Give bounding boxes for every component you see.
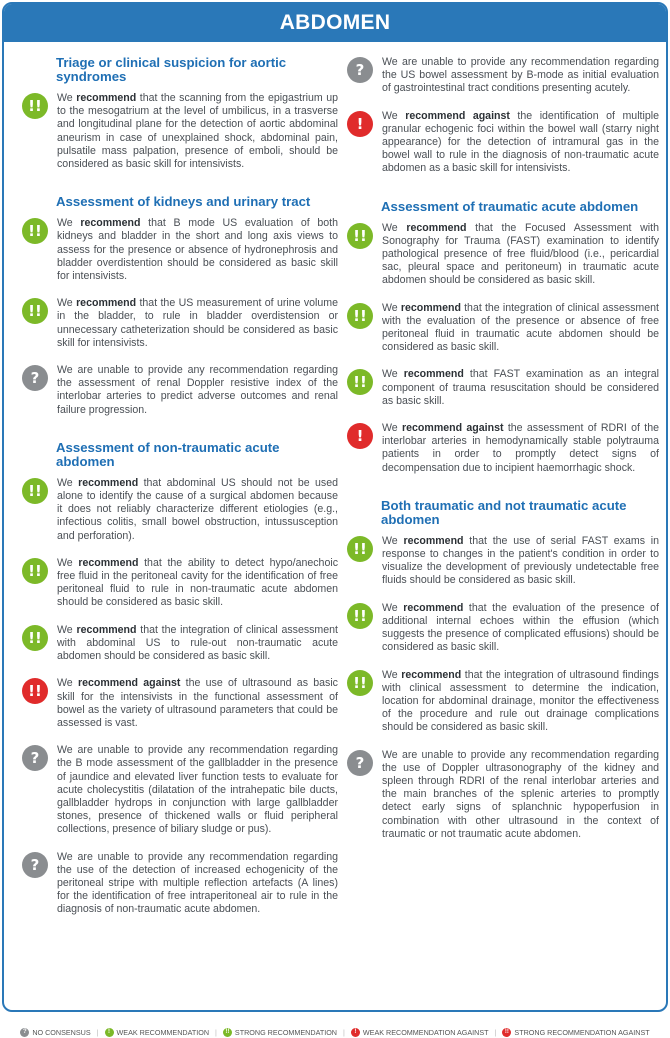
recommendation-item: !! We recommend that the Focused Assessment with Sonography for Trauma (FAST) examination to identify pathological presence of free fluid/blood (i.e., pericardial sac, pleural space and peritoneum) in traumatic acute abdomen should be considered as basic skill. — [347, 222, 659, 288]
strong-recommendation-icon: !! — [22, 558, 48, 584]
legend-item-weak-against: ! WEAK RECOMMENDATION AGAINST — [351, 1028, 489, 1037]
strong-recommendation-against-icon: !! — [502, 1028, 511, 1037]
strong-recommendation-icon: !! — [22, 218, 48, 244]
no-consensus-icon: ? — [347, 750, 373, 776]
recommendation-item: !! We recommend that the integration of ultrasound findings with clinical assessment to determine the indication, location for abdominal drainage, monitor the effectiveness of the procedure and rule out drainage complications should be considered as basic skill. — [347, 669, 659, 735]
recommendation-item: !! We recommend that the scanning from the epigastrium up to the mesogatrium at the level of umbilicus, in a trasverse and longitudinal plane for the detection of aortic abdominal aneurism in case of unexplained shock, abdominal pain, pulsatile mass palpation, presence of emboli, should be considered as basic skill for intensivists. — [22, 92, 338, 171]
strong-recommendation-icon: !! — [22, 93, 48, 119]
no-consensus-icon: ? — [22, 852, 48, 878]
recommendation-item: !! We recommend that the US measurement of urine volume in the bladder, to rule in bladder overdistension or unnecessary catheterization should be considered as basic skill for intensivists. — [22, 297, 338, 350]
section-title-kidneys: Assessment of kidneys and urinary tract — [56, 194, 311, 210]
legend-item-strong: !! STRONG RECOMMENDATION — [223, 1028, 337, 1037]
no-consensus-icon: ? — [22, 365, 48, 391]
strong-recommendation-icon: !! — [22, 298, 48, 324]
right-column — [347, 56, 659, 855]
recommendation-item: !! We recommend that the use of serial FAST exams in response to changes in the patient's condition in order to visualize the development of previously undetectable free fluids should be considered as basic skill. — [347, 535, 659, 588]
strong-recommendation-icon: !! — [223, 1028, 232, 1037]
no-consensus-icon: ? — [20, 1028, 29, 1037]
page-title: ABDOMEN — [4, 4, 666, 42]
strong-recommendation-icon: !! — [347, 303, 373, 329]
no-consensus-icon: ? — [22, 745, 48, 771]
recommendation-item: ? We are unable to provide any recommendation regarding the assessment of renal Doppler resistive index of the interlobar arteries to predict adverse outcomes and renal failure progression. — [22, 364, 338, 417]
strong-recommendation-icon: !! — [22, 478, 48, 504]
weak-recommendation-icon: ! — [105, 1028, 114, 1037]
recommendation-item: !! We recommend that the ability to detect hypo/anechoic free fluid in the peritoneal cavity for the identification of free peritoneal fluid to rule in non-traumatic acute abdomen should be considered as basic skill. — [22, 557, 338, 610]
recommendation-item: !! We recommend that B mode US evaluation of both kidneys and bladder in the short and long axis views to assess for the presence or absence of hydronephrosis and bladder overdistention should be considered as basic skill for intensivists. — [22, 217, 338, 283]
weak-recommendation-against-icon: ! — [347, 423, 373, 449]
legend-item-no-consensus: ? NO CONSENSUS — [20, 1028, 90, 1037]
legend: ? NO CONSENSUS | ! WEAK RECOMMENDATION | !! STRONG RECOMMENDATION | ! WEAK RECOMMENDATION AGAINST | !! STRONG RECOMMENDATION AGAINST — [0, 1026, 670, 1038]
recommendation-item: !! We recommend that the evaluation of the presence of additional internal echoes within the effusion (which suggests the presence of complicated effusions) should be considered as basic skill. — [347, 602, 659, 655]
recommendation-item: !! We recommend that the integration of clinical assessment with the evaluation of the presence or absence of free peritoneal fluid in traumatic acute abdomen should be considered as basic skill. — [347, 302, 659, 355]
weak-recommendation-against-icon: ! — [351, 1028, 360, 1037]
strong-recommendation-icon: !! — [347, 603, 373, 629]
strong-recommendation-icon: !! — [347, 369, 373, 395]
recommendation-item: ? We are unable to provide any recommendation regarding the use of Doppler ultrasonography of the kidney and spleen through RDRI of the renal interlobar arteries and the main branches of the splenic arteries to promptly detect early signs of splanchnic hypoperfusion in combination with other ultrasound in the context of traumatic or not traumatic acute abdomen. — [347, 749, 659, 841]
strong-recommendation-against-icon: !! — [22, 678, 48, 704]
recommendation-item: !! We recommend against the use of ultrasound as basic skill for the intensivists in the functional assessment of bowel as the variety of ultrasound parameters that could be assessed is vast. — [22, 677, 338, 730]
section-title-traumatic: Assessment of traumatic acute abdomen — [381, 198, 639, 214]
section-title-non-traumatic: Assessment of non-traumatic acute abdomen — [56, 439, 280, 469]
abdomen-panel — [2, 2, 668, 1012]
recommendation-item: !! We recommend that abdominal US should not be used alone to identify the cause of a surgical abdomen because it does not reliably characterize different etiologies (e.g., infectious colitis, small bowel obstruction, intussusception and perforation). — [22, 477, 338, 543]
section-title-aortic: Triage or clinical suspicion for aortic syndromes — [56, 55, 287, 84]
recommendation-item: !! We recommend that FAST examination as an integral component of trauma resuscitation should be considered as basic skill. — [347, 368, 659, 408]
recommendation-item: ? We are unable to provide any recommendation regarding the US bowel assessment by B-mode as initial evaluation of gastrointestinal tract conditions presenting acutely. — [347, 56, 659, 96]
weak-recommendation-against-icon: ! — [347, 111, 373, 137]
recommendation-item: ? We are unable to provide any recommendation regarding the use of the detection of increased echogenicity of the peritoneal stripe with multiple reflection artefacts (A lines) for the identification of free intraperitoneal air to rule in the diagnosis of non-traumatic acute abdomen. — [22, 851, 338, 917]
legend-item-weak: ! WEAK RECOMMENDATION — [105, 1028, 210, 1037]
no-consensus-icon: ? — [347, 57, 373, 83]
strong-recommendation-icon: !! — [22, 625, 48, 651]
left-column — [22, 56, 338, 931]
legend-item-strong-against: !! STRONG RECOMMENDATION AGAINST — [502, 1028, 649, 1037]
section-title-both: Both traumatic and not traumatic acute abdomen — [381, 497, 627, 527]
recommendation-item: ? We are unable to provide any recommendation regarding the B mode assessment of the gallbladder in the presence of jaundice and elevated liver function tests to evaluate for acute cholecystitis (dilatation of the intrahepatic bile ducts, gallbladder hydrops in conjunction with large gallbladder stones, presence of thickened walls or fluid peripheral collections, presence of biliary sludge or pus). — [22, 744, 338, 836]
recommendation-item: ! We recommend against the assessment of RDRI of the interlobar arteries in hemodynamically stable polytrauma patients in order to promptly detect signs of decompensation due to incipient haemorrhagic shock. — [347, 422, 659, 475]
strong-recommendation-icon: !! — [347, 223, 373, 249]
strong-recommendation-icon: !! — [347, 536, 373, 562]
strong-recommendation-icon: !! — [347, 670, 373, 696]
recommendation-item: ! We recommend against the identification of multiple granular echogenic foci within the bowel wall (starry night appearance) for the detection of intramural gas in the bowel wall to rule in the diagnosis of non-traumatic acute abdomen as a basic skill for intensivists. — [347, 110, 659, 176]
recommendation-item: !! We recommend that the integration of clinical assessment with abdominal US to rule-out non-traumatic acute abdomen should be considered as basic skill. — [22, 624, 338, 664]
